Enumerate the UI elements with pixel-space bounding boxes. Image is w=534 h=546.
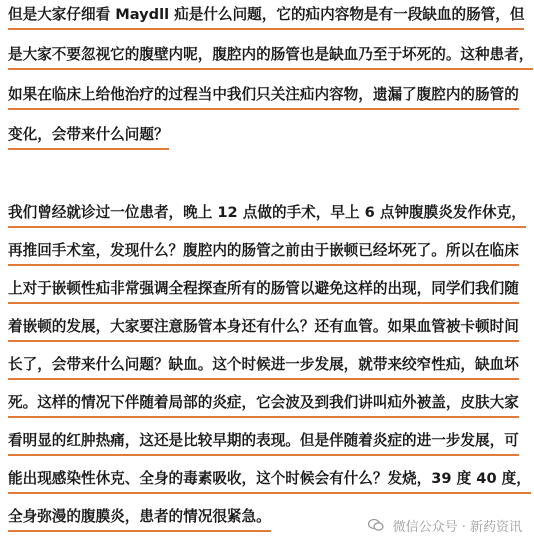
text-line: 看明显的红肿热痛，这还是比较早期的表现。但是伴随着炎症的进一步发展，可	[8, 432, 519, 456]
text-line: 但是大家仔细看 Maydll 疝是什么问题，它的疝内容物是有一段缺血的肠管，但	[8, 6, 524, 30]
text-line: 我们曾经就诊过一位患者，晚上 12 点做的手术，早上 6 点钟腹膜炎发作休克，	[8, 204, 526, 228]
text-line: 变化，会带来什么问题？	[8, 126, 169, 150]
watermark	[368, 516, 522, 537]
text-line: 全身弥漫的腹膜炎，患者的情况很紧急。	[8, 508, 271, 532]
text-line: 上对于嵌顿性疝非常强调全程探查所有的肠管以避免这样的出现，同学们我们随	[8, 280, 519, 304]
text-line: 如果在临床上给他治疗的过程当中我们只关注疝内容物，遗漏了腹腔内的肠管的	[8, 86, 519, 110]
watermark-text: 微信公众号 · 新药资讯	[392, 519, 522, 535]
text-line: 死。这样的情况下伴随着局部的炎症，它会波及到我们讲叫疝外被盖，皮肤大家	[8, 394, 519, 418]
wechat-icon	[368, 518, 384, 536]
text-line: 是大家不要忽视它的腹壁内呢，腹腔内的肠管也是缺血乃至于坏死的。这种患者，	[8, 46, 533, 70]
text-line: 能出现感染性休克、全身的毒素吸收，这个时候会有什么？发烧，39 度 40 度，	[8, 470, 531, 494]
text-line: 长了，会带来什么问题？缺血。这个时候进一步发展，就带来绞窄性疝，缺血坏	[8, 356, 519, 380]
text-line: 再推回手术室，发现什么？腹腔内的肠管之前由于嵌顿已经坏死了。所以在临床	[8, 242, 519, 266]
text-line: 着嵌顿的发展，大家要注意肠管本身还有什么？还有血管。如果血管被卡顿时间	[8, 318, 519, 342]
